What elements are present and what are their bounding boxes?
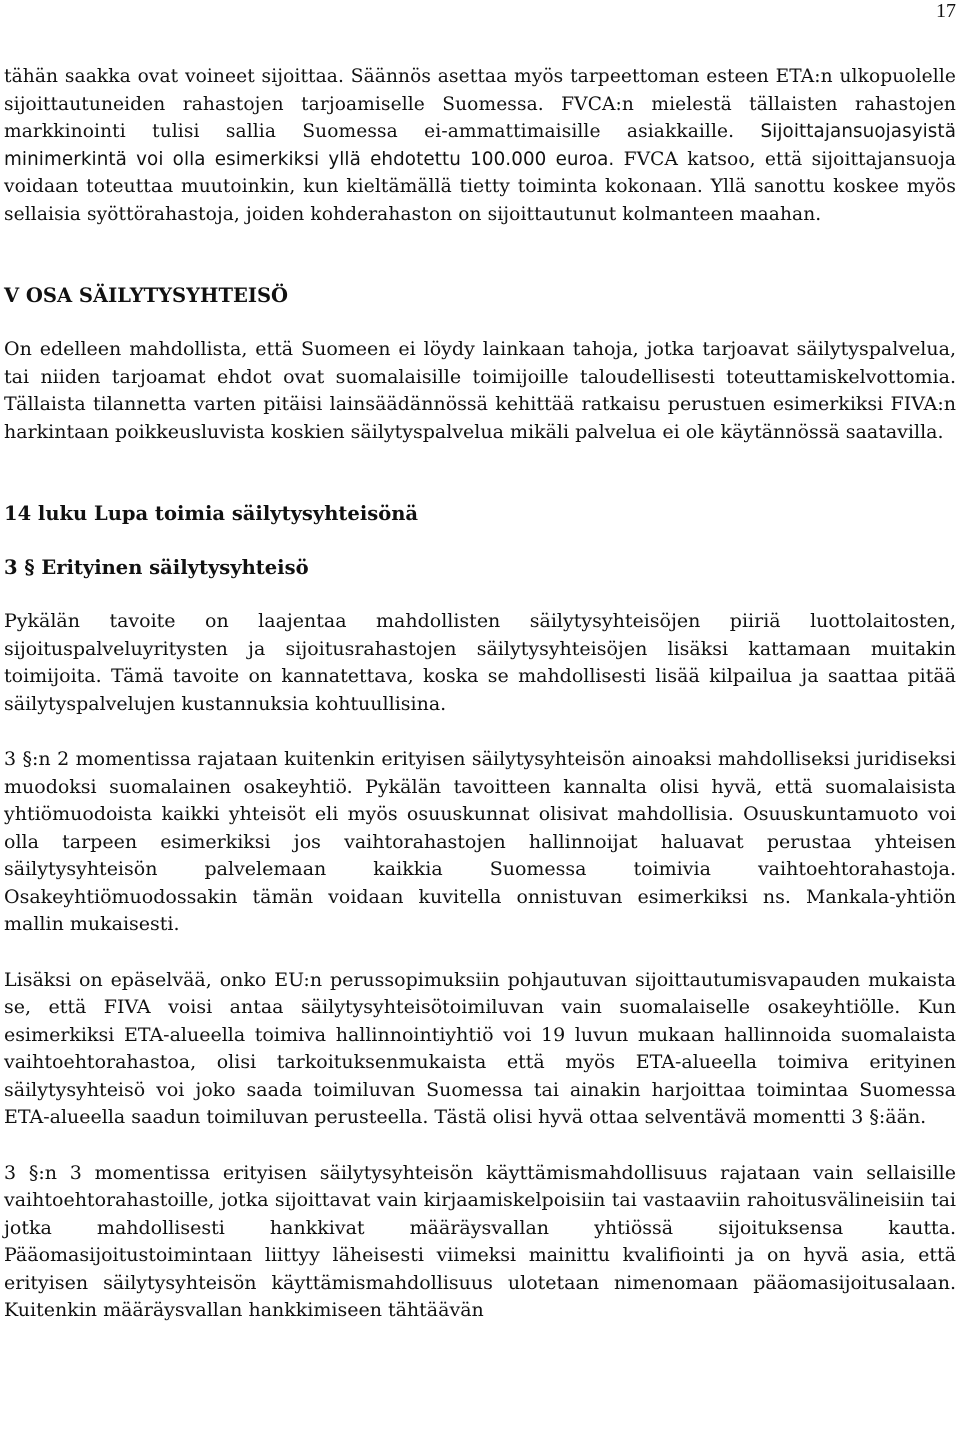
paragraph-legal-form: 3 §:n 2 momentissa rajataan kuitenkin erityisen säilytysyhteisön ainoaksi mahdolliseksi juridiseksi muodoksi suomalainen osakeyhtiö. Pykälän tavoitteen kannalta olisi hyvä, että suomalaisista yhtiömuodoista kaikki yhteisöt eli myös osuuskunnat olisivat mahdollisia. Osuuskuntamuoto voi olla tarpeen esimerkiksi jos vaihtorahastojen hallinnoijat haluavat perustaa yhteisen säilytysyhteisön palvelemaan kaikkia Suomessa toimivia vaihtoehtorahastoja. Osakeyhtiömuodossakin tämän voidaan kuvitella onnistuvan esimerkiksi ns. Mankala-yhtiön mallin mukaisesti.: [4, 748, 956, 935]
page-number: 17: [936, 0, 956, 22]
paragraph-moment-3: 3 §:n 3 momentissa erityisen säilytysyhteisön käyttämismahdollisuus rajataan vain sellaisille vaihtoehtorahastoille, jotka sijoittavat vain kirjaamiskelpoisiin tai vastaaviin rahoitusvälineisiin tai jotka mahdollisesti hankkivat määräysvallan yhtiössä sijoituksensa kautta. Pääomasijoitustoimintaan liittyy läheisesti viimeksi mainittu kvalifiointi ja on hyvä asia, että erityisen säilytysyhteisön käyttämismahdollisuus ulotetaan nimenomaan pääomasijoitusalaan. Kuitenkin määräysvallan hankkimiseen tähtäävän: [4, 1161, 956, 1321]
paragraph-1-c: FVCA katsoo, että sijoittajansuoja voidaan toteuttaa muutoinkin, kun kieltämällä tietty toiminta kokonaan. Yllä sanottu koskee myös sellaisia syöttörahastoja, joiden kohderahaston on sijoittautunut kolmanteen maahan.: [4, 148, 957, 225]
heading-part-v: V OSA SÄILYTYSYHTEISÖ: [4, 284, 289, 307]
paragraph-1-a: tähän saakka ovat voineet sijoittaa. Säännös asettaa myös tarpeettoman esteen ETA:n ulkopuolelle sijoittautuneiden rahastojen tarjoamiselle Suomessa. FVCA:n mielestä tällaisten rahastojen markkinointi tulisi sallia Suomessa ei-ammattimaisille asiakkaille.: [4, 66, 956, 142]
paragraph-fvca-funds: [4, 63, 956, 228]
paragraph-1-b: Sijoittajansuojasyistä minimerkintä voi olla esimerkiksi yllä ehdotettu 100.000 euroa.: [4, 121, 956, 170]
paragraph-section-goal: Pykälän tavoite on laajentaa mahdollisten säilytysyhteisöjen piiriä luottolaitosten, sijoituspalveluyritysten ja sijoitusrahastojen säilytysyhteisöjen lisäksi kattamaan muitakin toimijoita. Tämä tavoite on kannatettava, koska se mahdollisesti lisää kilpailua ja saattaa pitää säilytyspalvelujen kustannuksia kohtuullisina.: [4, 610, 956, 715]
heading-chapter-14: 14 luku Lupa toimia säilytysyhteisönä: [4, 502, 419, 525]
paragraph-eu-establishment: Lisäksi on epäselvää, onko EU:n perussopimuksiin pohjautuvan sijoittautumisvapauden mukaista se, että FIVA voisi antaa säilytysyhteisötoimiluvan vain suomalaiselle osakeyhtiölle. Kun esimerkiksi ETA-alueella toimiva hallinnointiyhtiö voi 19 luvun mukaan hallinnoida suomalaista vaihtoehtorahastoa, olisi tarkoituksenmukaista että myös ETA-alueella toimiva erityinen säilytysyhteisö voi joko saada toimiluvan Suomessa tai ainakin harjoittaa toimintaa Suomessa ETA-alueella saadun toimiluvan perusteella. Tästä olisi hyvä ottaa selventävä momentti 3 §:ään.: [4, 968, 956, 1128]
document-body: [4, 63, 956, 1325]
heading-section-3: 3 § Erityinen säilytysyhteisö: [4, 556, 309, 579]
paragraph-custody-service: On edelleen mahdollista, että Suomeen ei löydy lainkaan tahoja, jotka tarjoavat säilytyspalvelua, tai niiden tarjoamat ehdot ovat suomalaisille toimijoille taloudellisesti toteuttamiskelvottomia. Tällaista tilannetta varten pitäisi lainsäädännössä kehittää ratkaisu perustuen esimerkiksi FIVA:n harkintaan poikkeusluvista koskien säilytyspalvelua mikäli palvelua ei ole käytännössä saatavilla.: [4, 338, 956, 443]
